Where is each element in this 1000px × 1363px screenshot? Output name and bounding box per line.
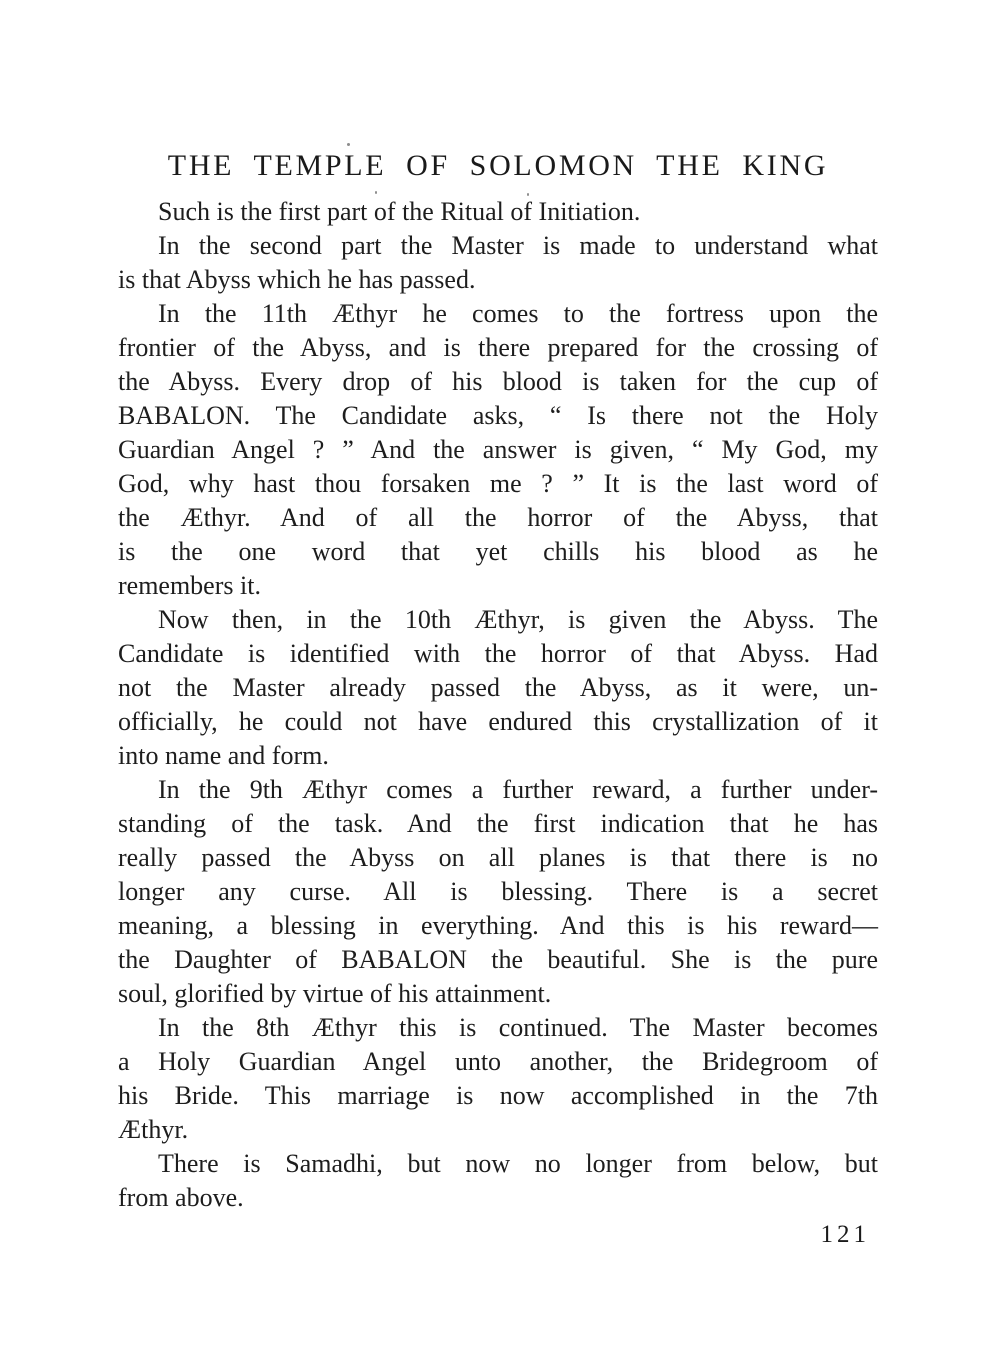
text-line: BABALON. The Candidate asks, “ Is there not the Holy — [118, 401, 878, 430]
text-line: from above. — [118, 1183, 244, 1212]
text-line: remembers it. — [118, 571, 261, 600]
body-text — [118, 195, 878, 1215]
text-line: God, why hast thou forsaken me ? ” It is the last word of — [118, 469, 878, 498]
text-line: Guardian Angel ? ” And the answer is given, “ My God, my — [118, 435, 878, 464]
scan-speck — [347, 143, 350, 146]
text-line: really passed the Abyss on all planes is that there is no — [118, 843, 878, 872]
text-line: Candidate is identified with the horror of that Abyss. Had — [118, 639, 878, 668]
text-line: the Daughter of BABALON the beautiful. She is the pure — [118, 945, 878, 974]
text-line: officially, he could not have endured this crystallization of it — [118, 707, 878, 736]
text-line: meaning, a blessing in everything. And this is his reward— — [118, 911, 878, 940]
text-line: standing of the task. And the first indication that he has — [118, 809, 878, 838]
text-line: a Holy Guardian Angel unto another, the Bridegroom of — [118, 1047, 878, 1076]
text-line: is the one word that yet chills his blood as he — [118, 537, 878, 566]
text-line: the Æthyr. And of all the horror of the Abyss, that — [118, 503, 878, 532]
text-line: There is Samadhi, but now no longer from below, but — [158, 1149, 878, 1178]
text-line: not the Master already passed the Abyss, as it were, un- — [118, 673, 878, 702]
text-line: In the 9th Æthyr comes a further reward, a further under- — [158, 775, 878, 804]
text-line: soul, glorified by virtue of his attainment. — [118, 979, 552, 1008]
text-line: In the 11th Æthyr he comes to the fortress upon the — [158, 299, 878, 328]
scan-speck — [375, 191, 377, 194]
text-line: longer any curse. All is blessing. There is a secret — [118, 877, 878, 906]
text-line: his Bride. This marriage is now accomplished in the 7th — [118, 1081, 878, 1110]
text-line: the Abyss. Every drop of his blood is taken for the cup of — [118, 367, 878, 396]
text-line: In the second part the Master is made to understand what — [158, 231, 878, 260]
page-number: 121 — [820, 1221, 870, 1248]
page-title: THE TEMPLE OF SOLOMON THE KING — [167, 149, 829, 182]
text-line: Now then, in the 10th Æthyr, is given the Abyss. The — [158, 605, 878, 634]
text-line: Such is the first part of the Ritual of Initiation. — [158, 197, 641, 226]
text-line: Æthyr. — [118, 1115, 189, 1144]
text-line: In the 8th Æthyr this is continued. The Master becomes — [158, 1013, 878, 1042]
text-line: into name and form. — [118, 741, 329, 770]
text-line: is that Abyss which he has passed. — [118, 265, 476, 294]
text-line: frontier of the Abyss, and is there prepared for the crossing of — [118, 333, 878, 362]
